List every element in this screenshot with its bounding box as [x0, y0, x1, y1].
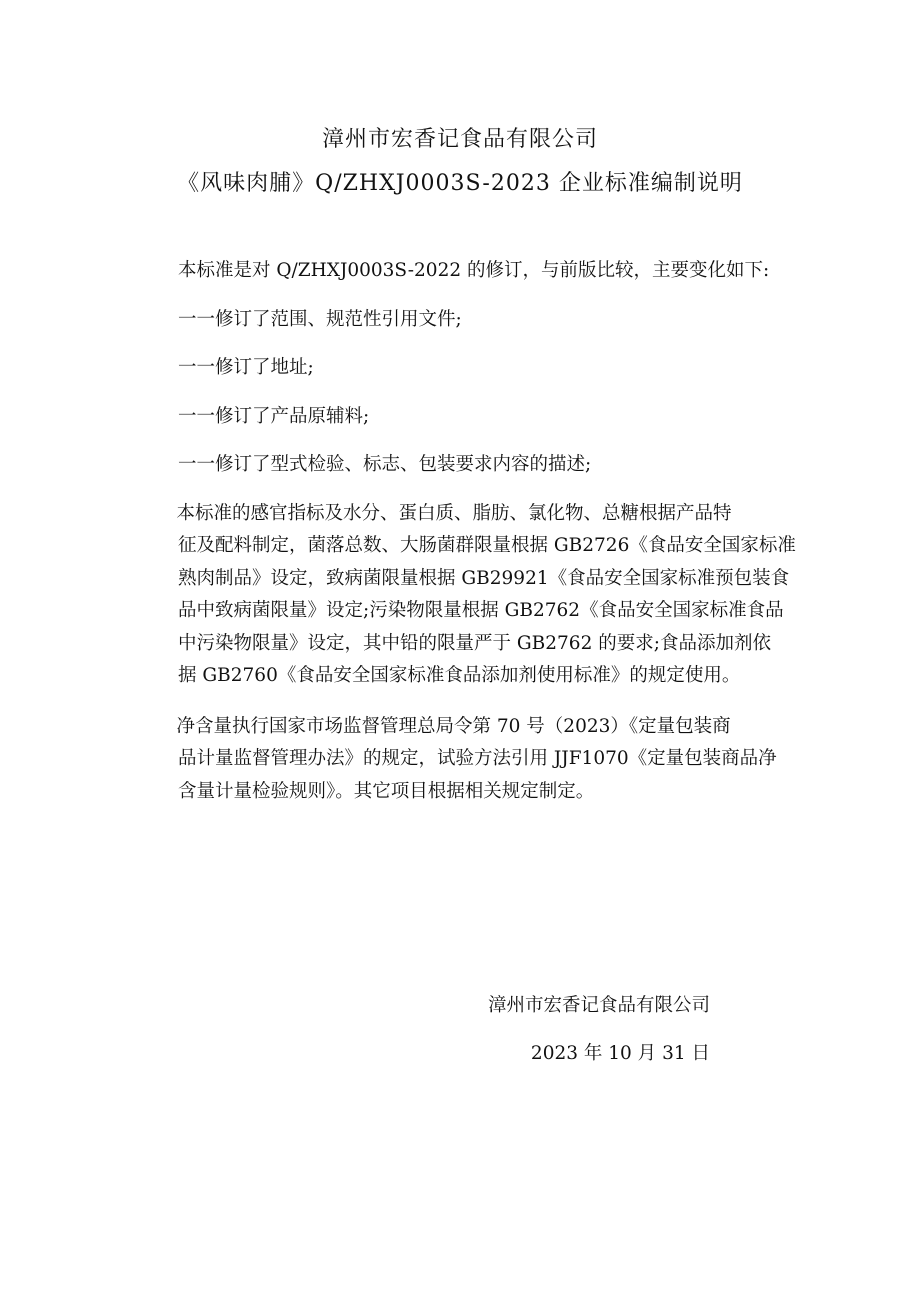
document-title	[0, 118, 920, 206]
paragraph-line: 品中致病菌限量》设定;污染物限量根据 GB2762《食品安全国家标准食品	[178, 600, 784, 621]
paragraph-line: 净含量执行国家市场监督管理总局令第 70 号（2023）《定量包装商	[158, 715, 731, 737]
title-company: 漳州市宏香记食品有限公司	[321, 127, 598, 152]
paragraph-line: 含量计量检验规则》。其它项目根据相关规定制定。	[178, 780, 595, 802]
change-item: 一一修订了产品原辅料;	[178, 405, 370, 427]
indicators-paragraph	[158, 498, 796, 693]
title-standard: 《风味肉脯》Q/ZHXJ0003S-2023 企业标准编制说明	[177, 171, 743, 196]
paragraph-line: 中污染物限量》设定，其中铅的限量严于 GB2762 的要求;食品添加剂依	[178, 632, 771, 654]
net-content-paragraph	[158, 711, 788, 809]
intro-text: 本标准是对 Q/ZHXJ0003S-2022 的修订，与前版比较，主要变化如下:	[178, 260, 770, 281]
document-body	[158, 255, 796, 808]
signature-date: 2023 年 10 月 31 日	[530, 1043, 710, 1064]
signature-company: 漳州市宏香记食品有限公司	[487, 995, 710, 1016]
paragraph-line: 据 GB2760《食品安全国家标准食品添加剂使用标准》的规定使用。	[178, 665, 741, 686]
change-item: 一一修订了型式检验、标志、包装要求内容的描述;	[178, 454, 592, 475]
paragraph-line: 品计量监督管理办法》的规定，试验方法引用 JJF1070《定量包装商品净	[178, 748, 777, 769]
paragraph-line: 本标准的感官指标及水分、蛋白质、脂肪、氯化物、总糖根据产品特	[158, 502, 732, 524]
signature-block	[488, 990, 710, 1070]
change-item: 一一修订了范围、规范性引用文件;	[178, 308, 462, 330]
paragraph-line: 熟肉制品》设定，致病菌限量根据 GB29921《食品安全国家标准预包装食	[178, 567, 790, 589]
change-item: 一一修订了地址;	[178, 357, 314, 378]
paragraph-line: 征及配料制定，菌落总数、大肠菌群限量根据 GB2726《食品安全国家标准	[178, 535, 796, 556]
intro-paragraph	[178, 255, 788, 288]
